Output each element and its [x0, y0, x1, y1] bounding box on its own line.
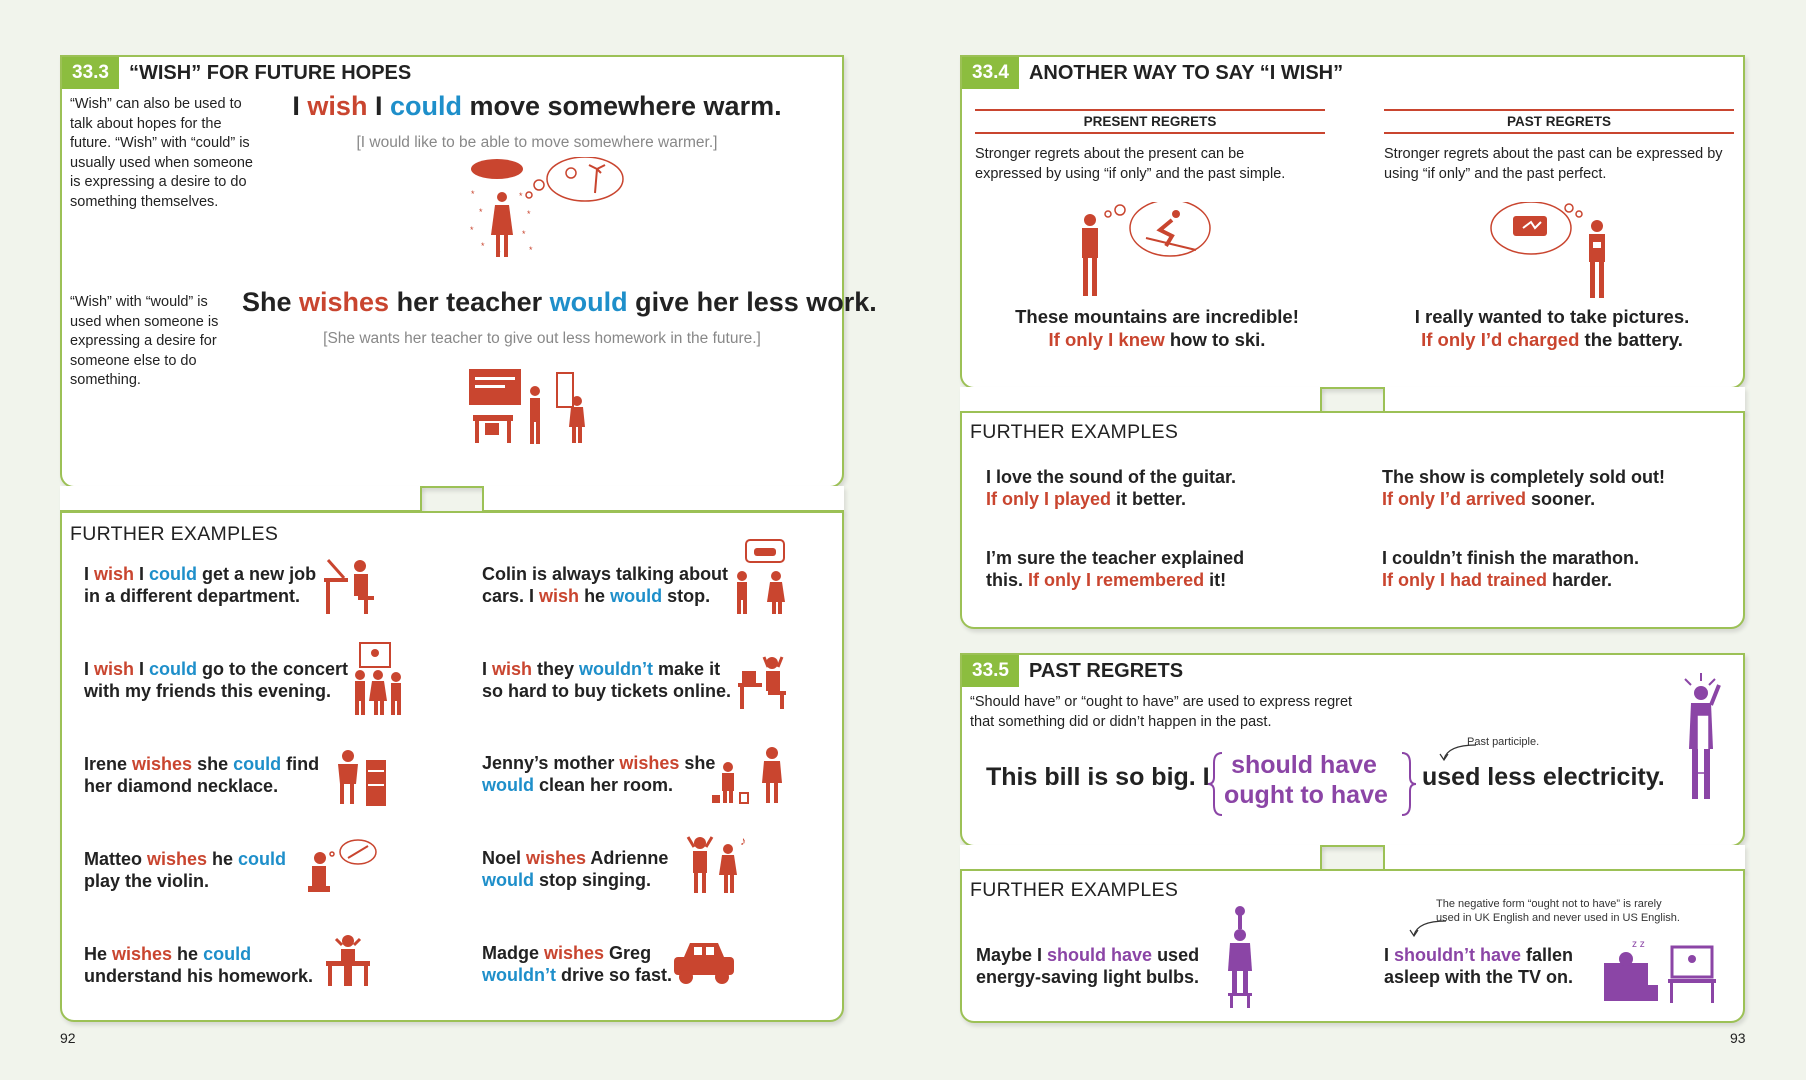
student-homework-icon — [318, 931, 378, 987]
past-regrets-title: PAST REGRETS — [1384, 109, 1734, 134]
side-note-could: “Wish” can also be used to talk about hopes for the future. “Wish” with “could” is usually used when someone is expressing a desire to do something themselves. — [70, 96, 253, 210]
sleeping-person-tv-icon — [1602, 933, 1722, 1007]
svg-text:*: * — [479, 207, 483, 217]
section-number: 33.3 — [62, 57, 119, 89]
present-regrets-example: These mountains are incredible! If only I knew how to ski. — [1015, 306, 1299, 350]
section-title: PAST REGRETS — [1028, 659, 1184, 682]
svg-text:♪: ♪ — [740, 834, 746, 848]
past-regrets-description: Stronger regrets about the past can be expressed by using “if only” and the past perfect. — [1384, 146, 1723, 182]
example-fell-asleep: I shouldn’t have fallen asleep with the TV on. — [1384, 945, 1574, 987]
further-examples-title: FURTHER EXAMPLES — [70, 523, 279, 545]
section-header — [962, 655, 1183, 687]
svg-text:z z: z z — [1632, 939, 1645, 950]
section-header — [962, 57, 1343, 89]
example-sentence: Jenny’s mother wishes she would clean her room. — [482, 753, 716, 795]
example-sentence: I wish I could get a new job in a different department. — [84, 564, 317, 606]
violin-dream-icon — [298, 838, 378, 896]
concert-friends-icon — [350, 641, 410, 717]
right-brace — [1398, 751, 1418, 817]
example-sentence: Madge wishes Greg wouldn’t drive so fast. — [482, 943, 673, 985]
example-sentence: I wish I could go to the concert with my friends this evening. — [84, 659, 349, 701]
people-talking-car-icon — [732, 538, 792, 616]
main-example-1: I wish I could move somewhere warm. — [292, 91, 782, 121]
page-number-right: 93 — [1730, 1030, 1746, 1046]
svg-text:*: * — [522, 229, 526, 239]
example-sentence: He wishes he could understand his homework. — [84, 944, 314, 986]
further-examples-33-5 — [960, 869, 1745, 1023]
car-icon — [672, 939, 736, 989]
example-sentence: The show is completely sold out! If only I’d arrived sooner. — [1382, 467, 1666, 509]
bill-example-suffix: used less electricity. — [1422, 763, 1665, 791]
connector-tab-right — [1383, 387, 1745, 413]
svg-text:*: * — [471, 189, 475, 199]
svg-text:*: * — [481, 241, 485, 251]
office-worker-icon — [324, 558, 384, 616]
connector-tab-left — [60, 486, 422, 512]
main-example-2-gloss: [She wants her teacher to give out less homework in the future.] — [323, 330, 761, 347]
present-regrets-description: Stronger regrets about the present can be expressed by using “if only” and the past simple. — [975, 146, 1286, 182]
worried-person-long-bill-icon — [1677, 671, 1727, 803]
connector-tab-right — [482, 486, 844, 512]
example-sentence: Noel wishes Adrienne would stop singing. — [482, 848, 669, 890]
past-regrets-example: I really wanted to take pictures. If only I’d charged the battery. — [1414, 306, 1690, 350]
left-brace — [1206, 751, 1226, 817]
mother-messy-room-icon — [710, 745, 790, 807]
negative-form-note: The negative form “ought not to have” is rarely used in UK English and never used in US English. — [1436, 898, 1680, 924]
example-sentence: I couldn’t finish the marathon. If only I had trained harder. — [1382, 548, 1640, 590]
present-regrets-title: PRESENT REGRETS — [975, 109, 1325, 134]
section-number: 33.4 — [962, 57, 1019, 89]
svg-text:*: * — [529, 245, 533, 255]
further-examples-33-4 — [960, 411, 1745, 629]
example-sentence: I love the sound of the guitar. If only I played it better. — [986, 467, 1237, 509]
cold-woman-dreaming-icon — [467, 157, 637, 277]
option-should-have: should have — [1231, 751, 1377, 779]
connector-tab-right — [1383, 845, 1745, 871]
bill-example-prefix: This bill is so big. I — [986, 763, 1210, 791]
teacher-classroom-icon — [467, 367, 602, 447]
example-sentence: Matteo wishes he could play the violin. — [84, 849, 287, 891]
past-regrets-description: “Should have” or “ought to have” are used to express regret that something did or didn’t happen in the past. — [970, 694, 1353, 730]
section-header — [62, 57, 411, 89]
woman-searching-drawers-icon — [330, 748, 390, 808]
svg-text:*: * — [519, 191, 523, 201]
svg-text:*: * — [527, 209, 531, 219]
side-note-would: “Wish” with “would” is used when someone is expressing a desire for someone else to do something. — [70, 294, 219, 388]
page-number-left: 92 — [60, 1030, 76, 1046]
person-changing-bulb-icon — [1220, 905, 1260, 1009]
example-sentence: I’m sure the teacher explained this. If only I remembered it! — [986, 548, 1245, 590]
section-33-5-panel — [960, 653, 1745, 847]
example-sentence: Colin is always talking about cars. I wish he would stop. — [482, 564, 729, 606]
connector-tab-left — [960, 387, 1322, 413]
further-examples-33-3 — [60, 511, 844, 1022]
main-example-1-gloss: [I would like to be able to move somewhere warmer.] — [356, 134, 718, 151]
main-example-2: She wishes her teacher would give her less work. — [242, 287, 877, 317]
frustrated-computer-user-icon — [738, 653, 794, 713]
svg-text:*: * — [470, 225, 474, 235]
section-33-4-panel — [960, 55, 1745, 389]
example-light-bulbs: Maybe I should have used energy-saving light bulbs. — [976, 945, 1200, 987]
section-33-3-panel — [60, 55, 877, 488]
section-title: “WISH” FOR FUTURE HOPES — [128, 61, 412, 84]
past-participle-note: Past participle. — [1467, 736, 1540, 748]
further-examples-title: FURTHER EXAMPLES — [970, 421, 1179, 443]
singing-people-icon — [680, 831, 760, 897]
section-number: 33.5 — [962, 655, 1019, 687]
connector-tab-left — [960, 845, 1322, 871]
example-sentence: I wish they wouldn’t make it so hard to buy tickets online. — [482, 659, 732, 701]
further-examples-title: FURTHER EXAMPLES — [970, 879, 1179, 901]
section-title: ANOTHER WAY TO SAY “I WISH” — [1028, 61, 1344, 84]
example-sentence: Irene wishes she could find her diamond necklace. — [84, 754, 320, 796]
option-ought-to-have: ought to have — [1224, 781, 1388, 809]
